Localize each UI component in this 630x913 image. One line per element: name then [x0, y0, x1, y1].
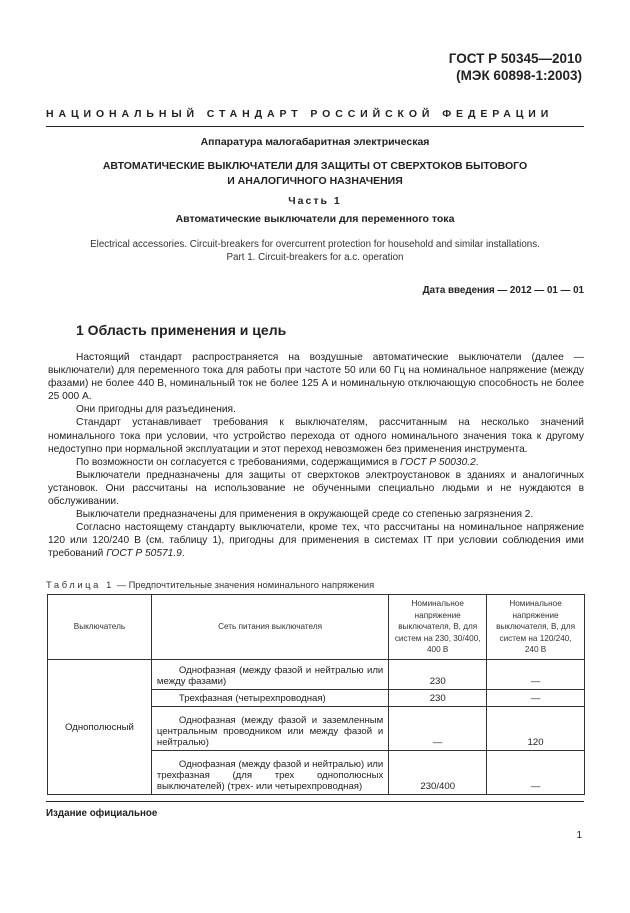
part-number: Часть 1 [288, 195, 342, 207]
voltage-b-cell: — [487, 751, 585, 795]
header-network: Сеть питания выключателя [151, 595, 388, 660]
main-title-line: АВТОМАТИЧЕСКИЕ ВЫКЛЮЧАТЕЛИ ДЛЯ ЗАЩИТЫ ОТ СВЕРХТОКОВ БЫТОВОГО [102, 160, 528, 172]
section-body [48, 351, 584, 561]
table-caption-text: — Предпочтительные значения номинального напряжения [113, 579, 375, 590]
introduction-date: Дата введения — 2012 — 01 — 01 [422, 285, 584, 296]
national-standard-title: НАЦИОНАЛЬНЫЙ СТАНДАРТ РОССИЙСКОЙ ФЕДЕРАЦИИ [46, 108, 554, 120]
breaker-type-cell: Однополюсный [48, 660, 152, 795]
paragraph-text: Согласно настоящему стандарту выключатели, кроме тех, что рассчитаны на номинальное напряжение 120 или 120/240 В (см. таблицу 1), пригодны для применения в системах IT при условии соблюдения ими требований [48, 522, 584, 560]
paragraph-text: По возможности он согласуется с требованиями, содержащимися в [76, 456, 401, 468]
header-voltage-b: Номинальное напряжение выключателя, В, для систем на 120/240, 240 В [487, 595, 585, 660]
bottom-rule [46, 801, 584, 802]
paragraph: Стандарт устанавливает требования к выключателям, рассчитанным на несколько значений номинального тока при условии, что устройство перехода от одного номинального значения тока к другому недоступно при нормальной эксплуатации и этот переход невозможен без применения инструмента. [48, 417, 584, 455]
official-edition-label: Издание официальное [46, 808, 158, 819]
paragraph: Выключатели предназначены для защиты от сверхтоков электроустановок в зданиях и аналогичных установок. Они рассчитаны на использование не обученными специально людьми и не нуждаются в обслуживании. [48, 469, 584, 508]
voltage-a-cell: 230 [389, 660, 487, 690]
table-caption [46, 579, 374, 590]
part-title: Автоматические выключатели для переменного тока [175, 213, 455, 225]
paragraph: Они пригодны для разъединения. [76, 404, 236, 416]
voltage-a-cell: 230/400 [389, 751, 487, 795]
document-category: Аппаратура малогабаритная электрическая [200, 136, 430, 148]
english-title [46, 239, 584, 264]
document-main-title [46, 159, 584, 189]
paragraph [48, 351, 584, 403]
table-header-row [48, 595, 585, 660]
voltage-b-cell: — [487, 690, 585, 707]
header-voltage-a: Номинальное напряжение выключателя, В, для систем на 230, 30/400, 400 В [389, 595, 487, 660]
standard-code-block [449, 50, 582, 84]
section-heading: 1 Область применения и цель [76, 322, 287, 338]
top-rule [46, 126, 584, 127]
voltage-b-cell: 120 [487, 707, 585, 751]
standard-code: ГОСТ Р 50345—2010 [448, 51, 582, 66]
paragraph-text: . [475, 456, 479, 468]
page-number: 1 [576, 830, 582, 841]
network-cell: Однофазная (между фазой и заземленным центральным проводником или между фазой и нейтралью) [151, 707, 388, 751]
standard-reference-link[interactable]: ГОСТ Р 50030.2 [400, 456, 476, 468]
english-title-line: Part 1. Circuit-breakers for a.c. operation [226, 251, 404, 263]
iec-code: (МЭК 60898-1:2003) [456, 68, 582, 83]
table-row [48, 660, 585, 690]
header-breaker: Выключатель [48, 595, 152, 660]
voltage-a-cell: — [389, 707, 487, 751]
paragraph-text: Настоящий стандарт распространяется на воздушные автоматические выключатели (далее — выключатели) для переменного тока для работы при частоте 50 или 60 Гц на номинальное напряжение (между фазами) не более 440 В, номинальный ток не более 125 А и номинальную отключающую способность не более 25 000 А. [48, 352, 584, 403]
voltage-b-cell: — [487, 660, 585, 690]
standard-reference-link[interactable]: ГОСТ Р 50571.9 [106, 548, 182, 560]
paragraph: Выключатели предназначены для применения в окружающей среде со степенью загрязнения 2. [76, 509, 534, 521]
main-title-line: И АНАЛОГИЧНОГО НАЗНАЧЕНИЯ [227, 175, 403, 187]
network-cell: Однофазная (между фазой и нейтралью) или трехфазная (для трех однополюсных выключателей) (трех- или четырехпроводная) [151, 751, 388, 795]
english-title-line: Electrical accessories. Circuit-breakers for overcurrent protection for household and similar installations. [90, 239, 540, 250]
voltage-table [47, 594, 585, 795]
network-cell: Трехфазная (четырехпроводная) [151, 690, 388, 707]
voltage-a-cell: 230 [389, 690, 487, 707]
paragraph-text: . [181, 548, 185, 560]
paragraph [48, 456, 584, 469]
table-caption-label: Таблица 1 [46, 579, 114, 590]
network-cell: Однофазная (между фазой и нейтралью или между фазами) [151, 660, 388, 690]
paragraph [48, 521, 584, 560]
